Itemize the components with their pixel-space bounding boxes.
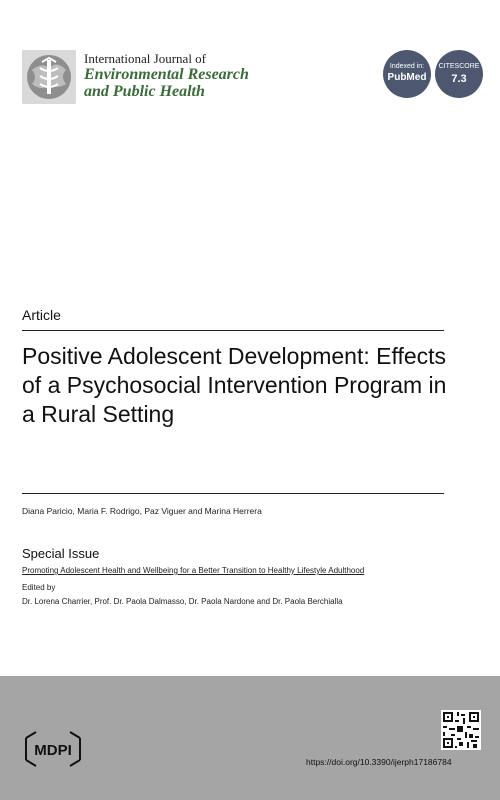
pubmed-badge-label: PubMed xyxy=(387,72,427,83)
journal-name-line1: International Journal of xyxy=(84,51,207,66)
svg-text:MDPI: MDPI xyxy=(34,742,72,759)
journal-name-line2: Environmental Research xyxy=(84,66,249,83)
title-bottom-divider xyxy=(22,493,444,494)
article-type-label: Article xyxy=(22,307,61,323)
citescore-badge-value: 7.3 xyxy=(451,73,467,85)
doi-link[interactable]: https://doi.org/10.3390/ijerph17186784 xyxy=(306,757,452,767)
footer-band xyxy=(0,676,500,800)
article-title: Positive Adolescent Development: Effects of a Psychosocial Intervention Program in a Rural Setting xyxy=(22,343,447,427)
citescore-badge-caption: CITESCORE xyxy=(438,63,480,70)
mdpi-logo-icon[interactable] xyxy=(22,728,82,768)
edited-by-label: Edited by xyxy=(22,583,56,592)
special-issue-link[interactable]: Promoting Adolescent Health and Wellbeing for a Better Transition to Healthy Lifestyle Adulthood xyxy=(22,566,365,575)
special-issue-label: Special Issue xyxy=(22,546,100,561)
pubmed-badge-caption: Indexed in: xyxy=(389,63,425,70)
qr-code-icon[interactable] xyxy=(441,710,481,750)
journal-name xyxy=(84,52,324,100)
citescore-badge[interactable] xyxy=(435,50,483,98)
journal-name-line3: and Public Health xyxy=(84,83,205,100)
special-issue-editors: Dr. Lorena Charrier, Prof. Dr. Paola Dalmasso, Dr. Paola Nardone and Dr. Paola Berchialla xyxy=(22,597,343,606)
journal-logo-icon xyxy=(22,50,76,104)
article-authors: Diana Paricio, Maria F. Rodrigo, Paz Viguer and Marina Herrera xyxy=(22,506,262,516)
title-top-divider xyxy=(22,330,444,331)
pubmed-badge[interactable] xyxy=(383,50,431,98)
